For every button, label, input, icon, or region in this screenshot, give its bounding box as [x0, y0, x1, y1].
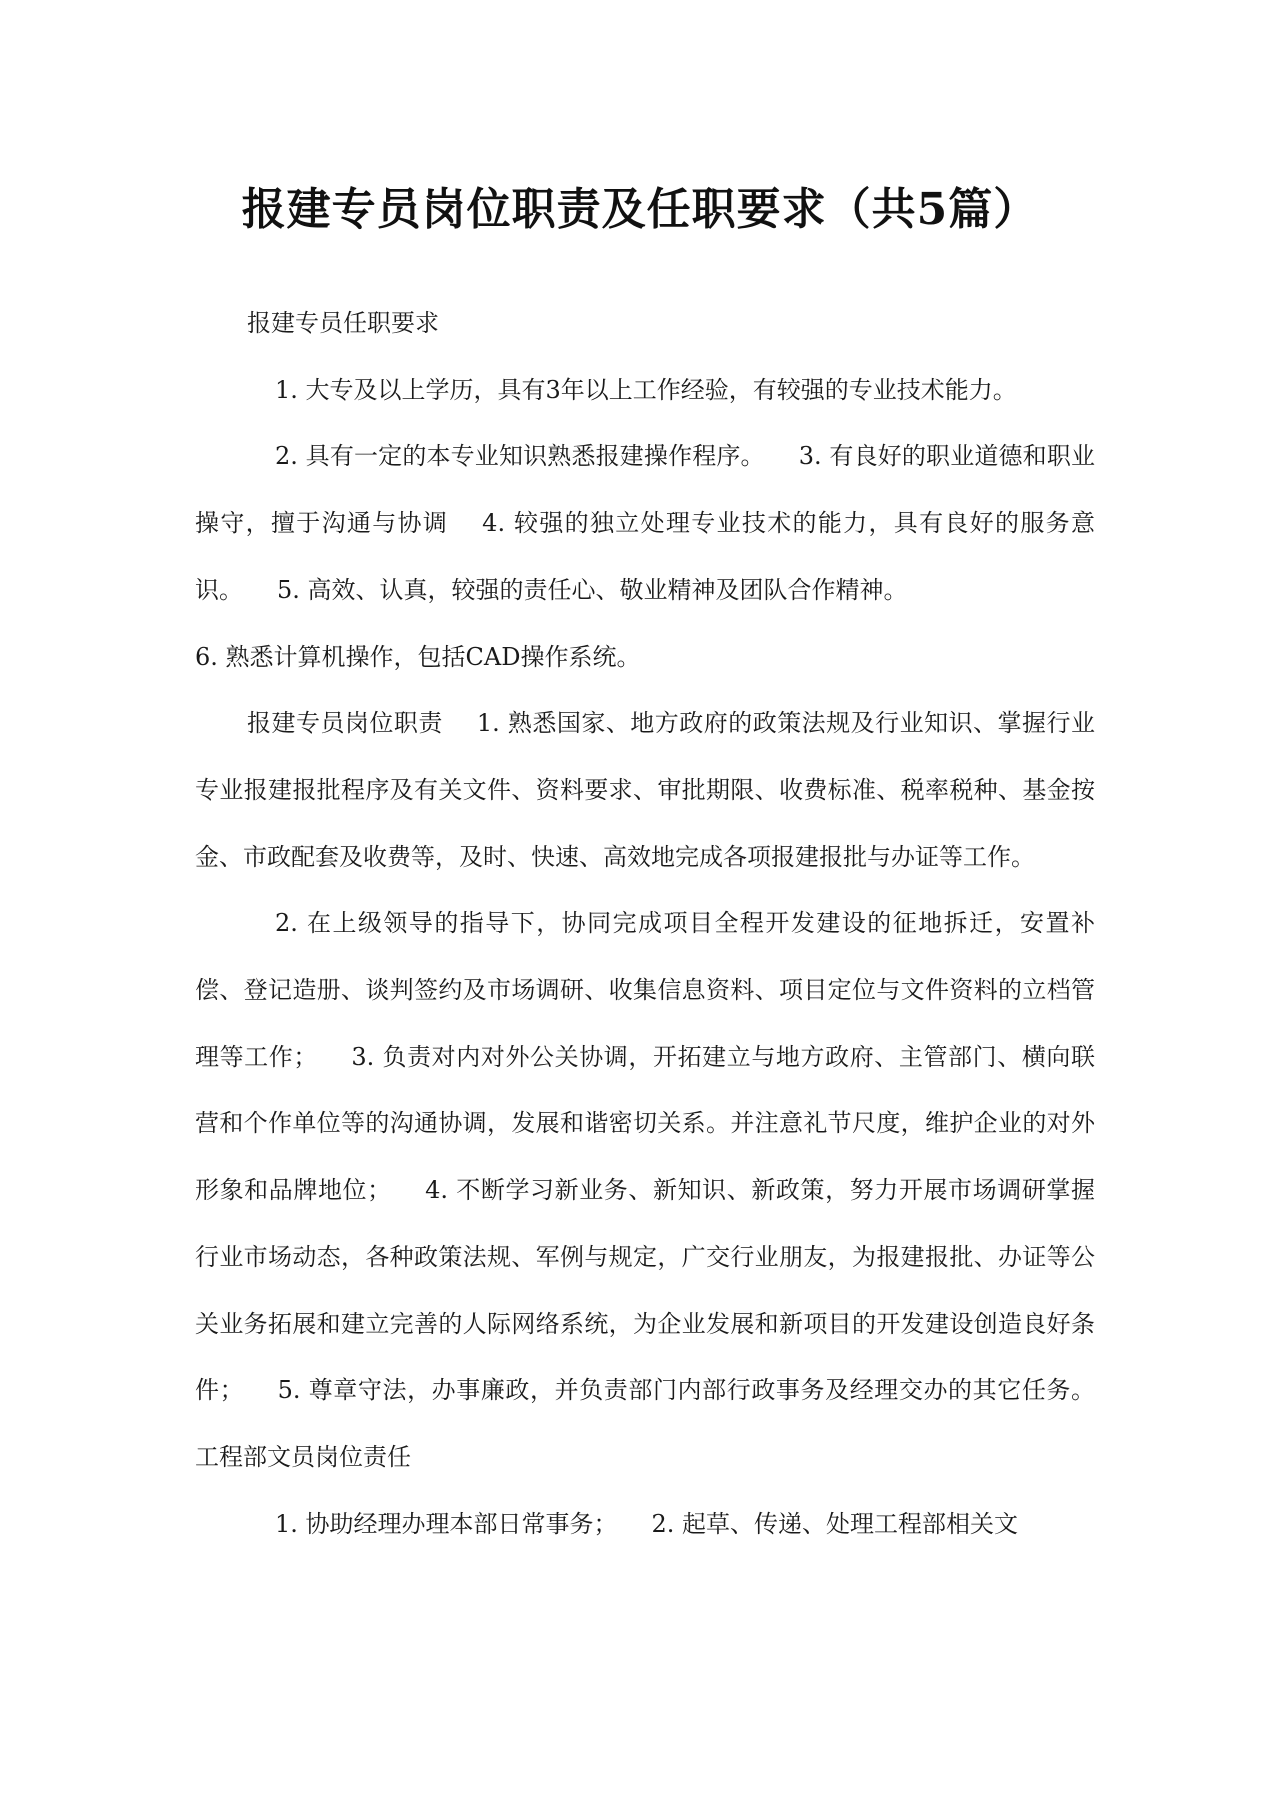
requirement-item-2: 2. 具有一定的本专业知识熟悉报建操作程序。 — [275, 442, 765, 471]
requirement-item-4: 4. 较强的独立处理专业技术的能力，具有良好的服务意识。 — [195, 509, 1095, 604]
clerk-paragraph — [195, 1491, 1095, 1558]
duty-item-2: 2. 在上级领导的指导下，协同完成项目全程开发建设的征地拆迁，安置补偿、登记造册、谈判签约及市场调研、收集信息资料、项目定位与文件资料的立档管理等工作； — [195, 909, 1095, 1071]
requirement-item-6: 6. 熟悉计算机操作，包括CAD操作系统。 — [195, 642, 641, 671]
requirements-paragraph — [195, 423, 1095, 623]
duty-item-5: 5. 尊章守法，办事廉政，并负责部门内部行政事务及经理交办的其它任务。 — [277, 1376, 1095, 1405]
requirement-item-5: 5. 高效、认真，较强的责任心、敬业精神及团队合作精神。 — [277, 575, 908, 604]
duty-item-4: 4. 不断学习新业务、新知识、新政策，努力开展市场调研掌握行业市场动态，各种政策法规、军例与规定，广交行业朋友，为报建报批、办证等公关业务拓展和建立完善的人际网络系统，为企业发展和新项目的开发建设创造良好条件； — [195, 1176, 1096, 1405]
clerk-item-2: 2. 起草、传递、处理工程部相关文 — [651, 1509, 1019, 1538]
section-heading-requirements: 报建专员任职要求 — [247, 309, 439, 337]
document-body — [195, 290, 1095, 1557]
section-heading-clerk: 工程部文员岗位责任 — [195, 1442, 411, 1471]
document-title: 报建专员岗位职责及任职要求（共5篇） — [241, 184, 1039, 235]
duty-item-3: 3. 负责对内对外公关协调，开拓建立与地方政府、主管部门、横向联营和个作单位等的沟通协调，发展和谐密切关系。并注意礼节尺度，维护企业的对外形象和品牌地位； — [195, 1042, 1096, 1205]
requirement-item-3: 3. 有良好的职业道德和职业操守，擅于沟通与协调 — [195, 442, 1095, 538]
clerk-item-1: 1. 协助经理办理本部日常事务； — [275, 1509, 618, 1538]
duties-paragraph-1 — [195, 690, 1095, 890]
duties-paragraph-2 — [195, 890, 1095, 1490]
requirement-item-1: 1. 大专及以上学历，具有3年以上工作经验，有较强的专业技术能力。 — [275, 375, 1017, 404]
duty-item-1: 1. 熟悉国家、地方政府的政策法规及行业知识、掌握行业专业报建报批程序及有关文件、资料要求、审批期限、收费标准、税率税种、基金按金、市政配套及收费等，及时、快速、高效地完成各项报建报批与办证等工作。 — [195, 709, 1096, 871]
section-heading-duties: 报建专员岗位职责 — [247, 709, 443, 738]
